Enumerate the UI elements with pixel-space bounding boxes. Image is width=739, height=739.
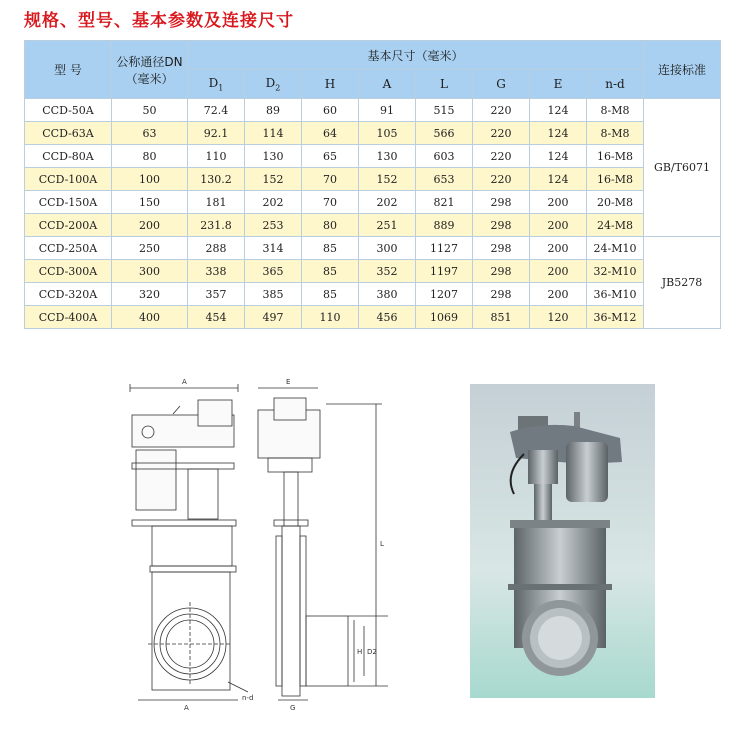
- cell-h: 85: [302, 237, 359, 260]
- cell-nd: 8-M8: [587, 99, 644, 122]
- cell-h: 85: [302, 283, 359, 306]
- cell-g: 298: [473, 214, 530, 237]
- cell-nd: 24-M8: [587, 214, 644, 237]
- cell-a: 352: [359, 260, 416, 283]
- cell-d2: 314: [245, 237, 302, 260]
- cell-d1: 454: [188, 306, 245, 329]
- table-row: [25, 122, 721, 145]
- cell-l: 566: [416, 122, 473, 145]
- cell-e: 200: [530, 260, 587, 283]
- cell-nd: 20-M8: [587, 191, 644, 214]
- cell-l: 889: [416, 214, 473, 237]
- cell-dn: 200: [112, 214, 188, 237]
- cell-model: CCD-150A: [25, 191, 112, 214]
- cell-nd: 36-M12: [587, 306, 644, 329]
- valve-technical-drawing: [118, 370, 408, 720]
- dim-label-e: E: [286, 378, 291, 386]
- cell-nd: 24-M10: [587, 237, 644, 260]
- header-basic-dimensions: 基本尺寸（毫米）: [188, 41, 644, 70]
- cell-dn: 300: [112, 260, 188, 283]
- cell-h: 60: [302, 99, 359, 122]
- cell-nd: 8-M8: [587, 122, 644, 145]
- cell-model: CCD-300A: [25, 260, 112, 283]
- cell-d1: 231.8: [188, 214, 245, 237]
- cell-g: 851: [473, 306, 530, 329]
- header-col-n-d: n-d: [587, 70, 644, 99]
- table-row: [25, 145, 721, 168]
- cell-d2: 114: [245, 122, 302, 145]
- cell-l: 603: [416, 145, 473, 168]
- table-row: [25, 168, 721, 191]
- cell-model: CCD-200A: [25, 214, 112, 237]
- cell-l: 1197: [416, 260, 473, 283]
- cell-a: 380: [359, 283, 416, 306]
- header-col-g: G: [473, 70, 530, 99]
- dim-label-nd: n-d: [242, 694, 254, 702]
- cell-standard: GB/T6071: [644, 99, 721, 237]
- cell-a: 91: [359, 99, 416, 122]
- cell-g: 298: [473, 237, 530, 260]
- cell-nd: 36-M10: [587, 283, 644, 306]
- cell-e: 124: [530, 99, 587, 122]
- cell-l: 515: [416, 99, 473, 122]
- table-row: [25, 260, 721, 283]
- cell-a: 105: [359, 122, 416, 145]
- cell-dn: 250: [112, 237, 188, 260]
- cell-h: 64: [302, 122, 359, 145]
- cell-a: 456: [359, 306, 416, 329]
- header-model: 型 号: [25, 41, 112, 99]
- dim-label-a-top: A: [182, 378, 187, 386]
- cell-l: 1069: [416, 306, 473, 329]
- cell-e: 124: [530, 145, 587, 168]
- cell-d2: 152: [245, 168, 302, 191]
- cell-d2: 365: [245, 260, 302, 283]
- header-dn: 公称通径DN（毫米）: [112, 41, 188, 99]
- cell-d1: 181: [188, 191, 245, 214]
- cell-nd: 16-M8: [587, 168, 644, 191]
- page-title: 规格、型号、基本参数及连接尺寸: [24, 11, 294, 31]
- cell-d1: 92.1: [188, 122, 245, 145]
- cell-a: 152: [359, 168, 416, 191]
- cell-e: 124: [530, 122, 587, 145]
- spec-table: [24, 40, 721, 329]
- cell-l: 821: [416, 191, 473, 214]
- cell-dn: 400: [112, 306, 188, 329]
- cell-d1: 288: [188, 237, 245, 260]
- cell-l: 1127: [416, 237, 473, 260]
- table-row: [25, 283, 721, 306]
- cell-l: 1207: [416, 283, 473, 306]
- cell-a: 251: [359, 214, 416, 237]
- cell-g: 220: [473, 122, 530, 145]
- cell-g: 298: [473, 283, 530, 306]
- cell-model: CCD-80A: [25, 145, 112, 168]
- cell-g: 298: [473, 191, 530, 214]
- header-col-l: L: [416, 70, 473, 99]
- cell-g: 220: [473, 168, 530, 191]
- cell-d1: 130.2: [188, 168, 245, 191]
- cell-model: CCD-100A: [25, 168, 112, 191]
- cell-h: 80: [302, 214, 359, 237]
- table-row: [25, 191, 721, 214]
- cell-h: 85: [302, 260, 359, 283]
- cell-a: 202: [359, 191, 416, 214]
- cell-e: 200: [530, 237, 587, 260]
- table-row: [25, 214, 721, 237]
- cell-d1: 338: [188, 260, 245, 283]
- header-col-d2: $D_2$: [245, 70, 302, 99]
- cell-model: CCD-50A: [25, 99, 112, 122]
- dim-label-h: H: [357, 648, 363, 656]
- cell-dn: 320: [112, 283, 188, 306]
- cell-dn: 50: [112, 99, 188, 122]
- cell-dn: 80: [112, 145, 188, 168]
- cell-nd: 32-M10: [587, 260, 644, 283]
- cell-e: 200: [530, 191, 587, 214]
- table-row: [25, 99, 721, 122]
- cell-h: 110: [302, 306, 359, 329]
- cell-dn: 100: [112, 168, 188, 191]
- dim-label-g: G: [290, 704, 296, 712]
- header-col-e: E: [530, 70, 587, 99]
- cell-g: 220: [473, 145, 530, 168]
- cell-d2: 385: [245, 283, 302, 306]
- cell-dn: 63: [112, 122, 188, 145]
- header-col-a: A: [359, 70, 416, 99]
- table-row: [25, 237, 721, 260]
- dim-label-l: L: [380, 540, 384, 548]
- cell-e: 124: [530, 168, 587, 191]
- cell-model: CCD-63A: [25, 122, 112, 145]
- table-row: [25, 306, 721, 329]
- cell-h: 70: [302, 191, 359, 214]
- cell-a: 300: [359, 237, 416, 260]
- cell-g: 220: [473, 99, 530, 122]
- cell-d2: 130: [245, 145, 302, 168]
- cell-model: CCD-320A: [25, 283, 112, 306]
- cell-d1: 110: [188, 145, 245, 168]
- cell-model: CCD-250A: [25, 237, 112, 260]
- cell-e: 200: [530, 214, 587, 237]
- cell-d2: 202: [245, 191, 302, 214]
- cell-h: 70: [302, 168, 359, 191]
- cell-d1: 357: [188, 283, 245, 306]
- cell-d1: 72.4: [188, 99, 245, 122]
- cell-model: CCD-400A: [25, 306, 112, 329]
- cell-g: 298: [473, 260, 530, 283]
- header-col-d1: $D_1$: [188, 70, 245, 99]
- header-standard: 连接标准: [644, 41, 721, 99]
- cell-h: 65: [302, 145, 359, 168]
- cell-standard: JB5278: [644, 237, 721, 329]
- cell-e: 200: [530, 283, 587, 306]
- cell-d2: 497: [245, 306, 302, 329]
- header-col-h: H: [302, 70, 359, 99]
- valve-photo: [470, 384, 655, 698]
- dim-label-d2: D2: [367, 648, 377, 656]
- cell-l: 653: [416, 168, 473, 191]
- cell-a: 130: [359, 145, 416, 168]
- cell-e: 120: [530, 306, 587, 329]
- cell-dn: 150: [112, 191, 188, 214]
- cell-d2: 253: [245, 214, 302, 237]
- cell-nd: 16-M8: [587, 145, 644, 168]
- dim-label-a-bottom: A: [184, 704, 189, 712]
- cell-d2: 89: [245, 99, 302, 122]
